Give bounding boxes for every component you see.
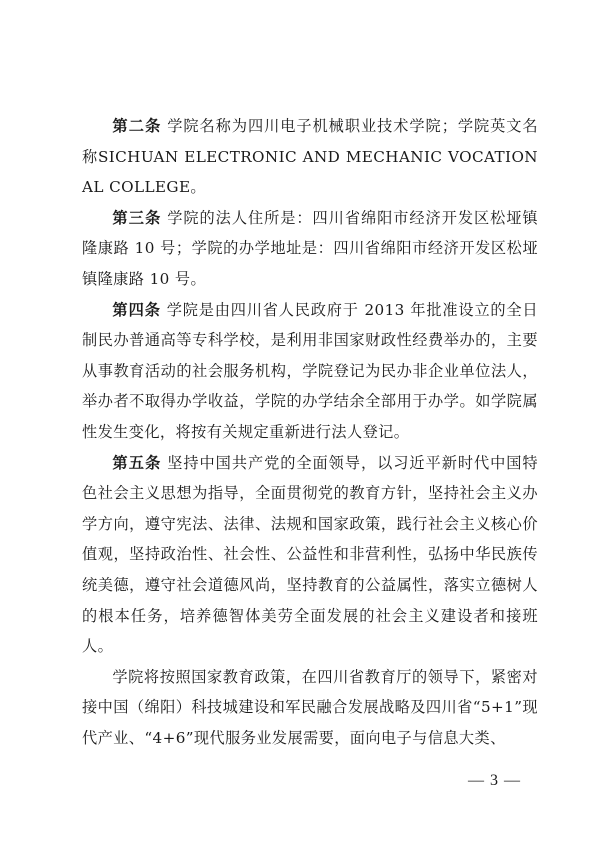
article-4-text: 学院是由四川省人民政府于 2013 年批准设立的全日制民办普通高等专科学校，是利用非国家财政性经费举办的，主要从事教育活动的社会服务机构，学院登记为民办非企业单位法人，举办者不取得办学收益，学院的办学结余全部用于办学。如学院属性发生变化，将按有关规定重新进行法人登记。 (82, 300, 538, 441)
article-4 (82, 295, 538, 448)
article-4-heading: 第四条 (112, 300, 162, 319)
continuation-text: 学院将按照国家教育政策，在四川省教育厅的领导下，紧密对接中国（绵阳）科技城建设和军民融合发展战略及四川省“5+1”现代产业、“4+6”现代服务业发展需要，面向电子与信息大类、 (82, 667, 538, 747)
article-2 (82, 111, 538, 203)
page-number: — 3 — (468, 772, 521, 789)
article-3-heading: 第三条 (112, 208, 162, 227)
article-3-text: 学院的法人住所是：四川省绵阳市经济开发区松垭镇隆康路 10 号；学院的办学地址是：四川省绵阳市经济开发区松垭镇隆康路 10 号。 (82, 208, 539, 288)
body-text (82, 111, 538, 753)
article-3 (82, 203, 538, 295)
article-5 (82, 448, 538, 662)
article-5-text: 坚持中国共产党的全面领导，以习近平新时代中国特色社会主义思想为指导，全面贯彻党的教育方针，坚持社会主义办学方向，遵守宪法、法律、法规和国家政策，践行社会主义核心价值观，坚持政治性、社会性、公益性和非营利性，弘扬中华民族传统美德，遵守社会道德风尚，坚持教育的公益属性，落实立德树人的根本任务，培养德智体美劳全面发展的社会主义建设者和接班人。 (82, 453, 539, 656)
continuation-paragraph (82, 662, 538, 754)
article-2-text: 学院名称为四川电子机械职业技术学院；学院英文名称SICHUAN ELECTRONIC AND MECHANIC VOCATIONAL COLLEGE。 (82, 117, 539, 197)
article-5-heading: 第五条 (112, 453, 162, 472)
article-2-heading: 第二条 (112, 117, 162, 135)
